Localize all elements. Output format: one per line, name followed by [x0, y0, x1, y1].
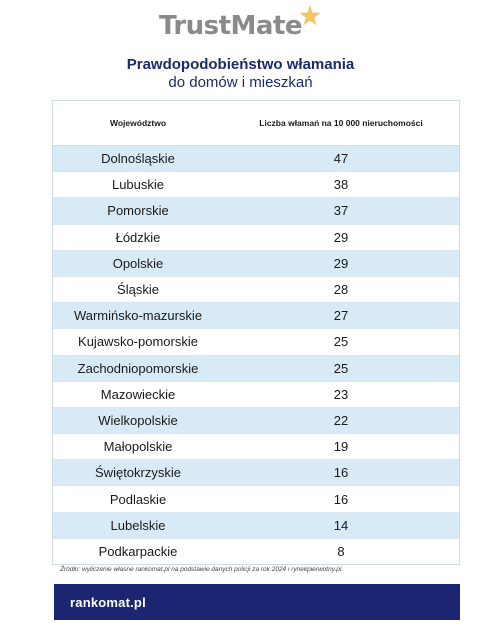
cell-burglary-count: 27 [333, 308, 349, 324]
cell-burglary-count: 22 [333, 412, 349, 428]
cell-voivodeship: Mazowieckie [100, 386, 176, 402]
table-row [53, 382, 459, 408]
column-header-voivodeship: Województwo [109, 118, 167, 128]
table-row [53, 408, 459, 434]
cell-burglary-count: 29 [333, 229, 349, 245]
table-row [53, 225, 459, 251]
table-row [53, 329, 459, 355]
trustmate-logo [0, 6, 481, 46]
cell-voivodeship: Lubelskie [110, 517, 166, 533]
cell-voivodeship: Podlaskie [109, 491, 167, 507]
cell-burglary-count: 25 [333, 334, 349, 350]
cell-burglary-count: 38 [333, 177, 349, 193]
cell-burglary-count: 25 [333, 360, 349, 376]
cell-burglary-count: 29 [333, 255, 349, 271]
cell-voivodeship: Wielkopolskie [98, 412, 178, 428]
cell-voivodeship: Świętokrzyskie [95, 465, 181, 481]
star-icon [298, 4, 322, 28]
table-row [53, 198, 459, 224]
table-row [53, 460, 459, 486]
table-row [53, 434, 459, 460]
table-row [53, 513, 459, 539]
cell-burglary-count: 8 [337, 543, 345, 559]
table-row [53, 486, 459, 512]
cell-voivodeship: Zachodniopomorskie [77, 360, 199, 376]
cell-burglary-count: 19 [333, 439, 349, 455]
cell-voivodeship: Opolskie [112, 255, 164, 271]
burglary-table [52, 100, 460, 565]
cell-voivodeship: Lubuskie [111, 177, 165, 193]
cell-voivodeship: Pomorskie [107, 203, 169, 219]
cell-voivodeship: Podkarpackie [98, 543, 178, 559]
page-title: Prawdopodobieństwo włamania [126, 56, 355, 73]
cell-burglary-count: 14 [333, 517, 349, 533]
rankomat-logo: rankomat.pl [70, 594, 146, 610]
table-row [53, 251, 459, 277]
table-header [53, 101, 459, 146]
cell-voivodeship: Kujawsko-pomorskie [78, 334, 198, 350]
cell-burglary-count: 47 [333, 151, 349, 167]
cell-burglary-count: 37 [333, 203, 349, 219]
cell-voivodeship: Dolnośląskie [101, 151, 175, 167]
cell-burglary-count: 16 [333, 491, 349, 507]
table-body [53, 146, 459, 564]
table-row [53, 303, 459, 329]
cell-voivodeship: Łódzkie [115, 229, 161, 245]
column-header-burglaries: Liczba włamań na 10 000 nieruchomości [259, 118, 423, 128]
logo-text: TrustMate [158, 11, 303, 41]
page-subtitle: do domów i mieszkań [168, 74, 313, 91]
table-row [53, 172, 459, 198]
cell-burglary-count: 28 [333, 282, 349, 298]
table-row [53, 539, 459, 564]
cell-voivodeship: Warmińsko-mazurskie [73, 308, 203, 324]
table-row [53, 146, 459, 172]
cell-voivodeship: Małopolskie [103, 439, 173, 455]
table-row [53, 277, 459, 303]
footer-bar [54, 584, 460, 620]
cell-burglary-count: 23 [333, 386, 349, 402]
cell-voivodeship: Śląskie [117, 282, 159, 298]
cell-burglary-count: 16 [333, 465, 349, 481]
source-note: Źródło: wyliczenie własne rankomat.pl na podstawie danych policji za rok 2024 i rynekpierwotny.pl. [60, 566, 344, 573]
table-row [53, 356, 459, 382]
